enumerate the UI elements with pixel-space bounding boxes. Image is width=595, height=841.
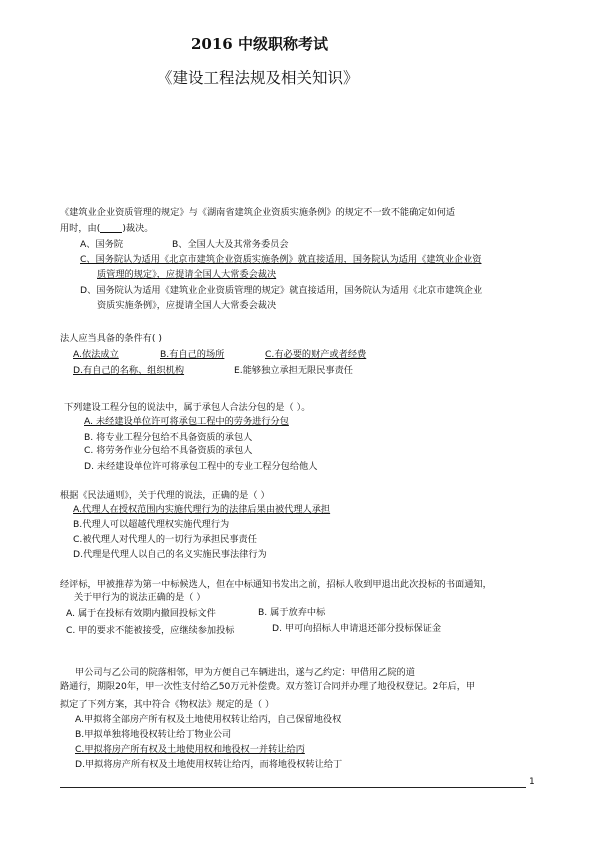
question-6-stem-line1: 甲公司与乙公司的院落相邻，甲为方便自己车辆进出，遂与乙约定：甲借用乙院的道 bbox=[75, 667, 415, 678]
page-number: 1 bbox=[529, 777, 535, 787]
question-1-stem-line1: 《建筑业企业资质管理的规定》与《湖南省建筑企业资质实施条例》的规定不一致不能确定如何适 bbox=[60, 207, 456, 218]
question-4-option-c: C.被代理人对代理人的一切行为承担民事责任 bbox=[73, 534, 257, 545]
question-6-stem-line2: 路通行，期限20年，甲一次性支付给乙50万元补偿费。双方签订合同并办理了地役权登记。2年后，甲 bbox=[60, 681, 476, 692]
question-6-option-c: C.甲拟将房产所有权及土地使用权和地役权一并转让给丙 bbox=[75, 744, 305, 755]
question-2-option-c: C.有必要的财产或者经费 bbox=[265, 349, 367, 360]
question-1-stem-part-b: )裁决。 bbox=[122, 223, 154, 234]
question-5-stem-line2: 关于甲行为的说法正确的是（ ） bbox=[74, 592, 206, 603]
question-4-stem: 根据《民法通则》，关于代理的说法，正确的是（ ） bbox=[60, 490, 270, 501]
exam-subject: 《建设工程法规及相关知识》 bbox=[157, 69, 359, 87]
question-1-option-c-line2: 质管理的规定》，应提请全国人大常委会裁决 bbox=[97, 269, 277, 280]
question-4-option-b: B.代理人可以超越代理权实施代理行为 bbox=[73, 519, 230, 530]
question-6-option-a: A.甲拟将全部房产所有权及土地使用权转让给丙，自己保留地役权 bbox=[75, 714, 342, 725]
answer-blank bbox=[100, 222, 122, 233]
question-1-option-b: B、全国人大及其常务委员会 bbox=[172, 239, 289, 250]
question-1-option-c-line1: C、国务院认为适用《北京市建筑企业资质实施条例》就直接适用，国务院认为适用《建筑业企业资 bbox=[80, 254, 482, 265]
question-1-option-d-line1: D、国务院认为适用《建筑业企业资质管理的规定》就直接适用，国务院认为适用《北京市建筑企业 bbox=[80, 285, 483, 296]
footer-divider bbox=[60, 787, 526, 788]
question-4-option-a: A.代理人在授权范围内实施代理行为的法律后果由被代理人承担 bbox=[73, 504, 331, 515]
question-5-option-d: D. 甲可向招标人申请退还部分投标保证金 bbox=[272, 623, 442, 634]
question-6-option-b: B.甲拟单独将地役权转让给丁物业公司 bbox=[75, 729, 232, 740]
question-2-option-a: A.依法成立 bbox=[73, 349, 119, 360]
question-3-option-c: C. 将劳务作业分包给不具备资质的承包人 bbox=[84, 445, 253, 456]
question-2-option-d: D.有自己的名称、组织机构 bbox=[73, 365, 185, 376]
question-5-option-b: B. 属于放弃中标 bbox=[258, 607, 326, 618]
question-1-stem-part-a: 用时，由( bbox=[60, 223, 101, 234]
question-2-option-e: E.能够独立承担无限民事责任 bbox=[234, 365, 353, 376]
question-4-option-d: D.代理是代理人以自己的名义实施民事法律行为 bbox=[73, 549, 267, 560]
question-6-option-d: D.甲拟将房产所有权及土地使用权转让给丙，而将地役权转让给丁 bbox=[75, 759, 343, 770]
question-2-stem: 法人应当具备的条件有( ) bbox=[60, 333, 162, 344]
question-2-option-b: B.有自己的场所 bbox=[160, 349, 225, 360]
question-1-option-a: A、国务院 bbox=[80, 239, 124, 250]
question-1-stem-line2 bbox=[60, 220, 154, 234]
question-6-stem-line3: 拟定了下列方案，其中符合《物权法》规定的是（ ） bbox=[60, 699, 275, 710]
exam-title: 2016 中级职称考试 bbox=[191, 35, 328, 53]
question-3-option-a: A. 未经建设单位许可将承包工程中的劳务进行分包 bbox=[84, 416, 289, 427]
question-5-option-a: A. 属于在投标有效期内撤回投标文件 bbox=[66, 608, 216, 619]
question-5-stem-line1: 经评标，甲被推荐为第一中标候选人，但在中标通知书发出之前，招标人收到甲退出此次投标的书面通知， bbox=[60, 579, 492, 590]
question-3-option-d: D. 未经建设单位许可将承包工程中的专业工程分包给他人 bbox=[84, 461, 318, 472]
question-3-option-b: B. 将专业工程分包给不具备资质的承包人 bbox=[84, 432, 253, 443]
question-3-stem: 下列建设工程分包的说法中，属于承包人合法分包的是（ ）。 bbox=[64, 402, 311, 413]
question-5-option-c: C. 甲的要求不能被接受，应继续参加投标 bbox=[66, 625, 235, 636]
question-1-option-d-line2: 资质实施条例》，应提请全国人大常委会裁决 bbox=[97, 300, 277, 311]
